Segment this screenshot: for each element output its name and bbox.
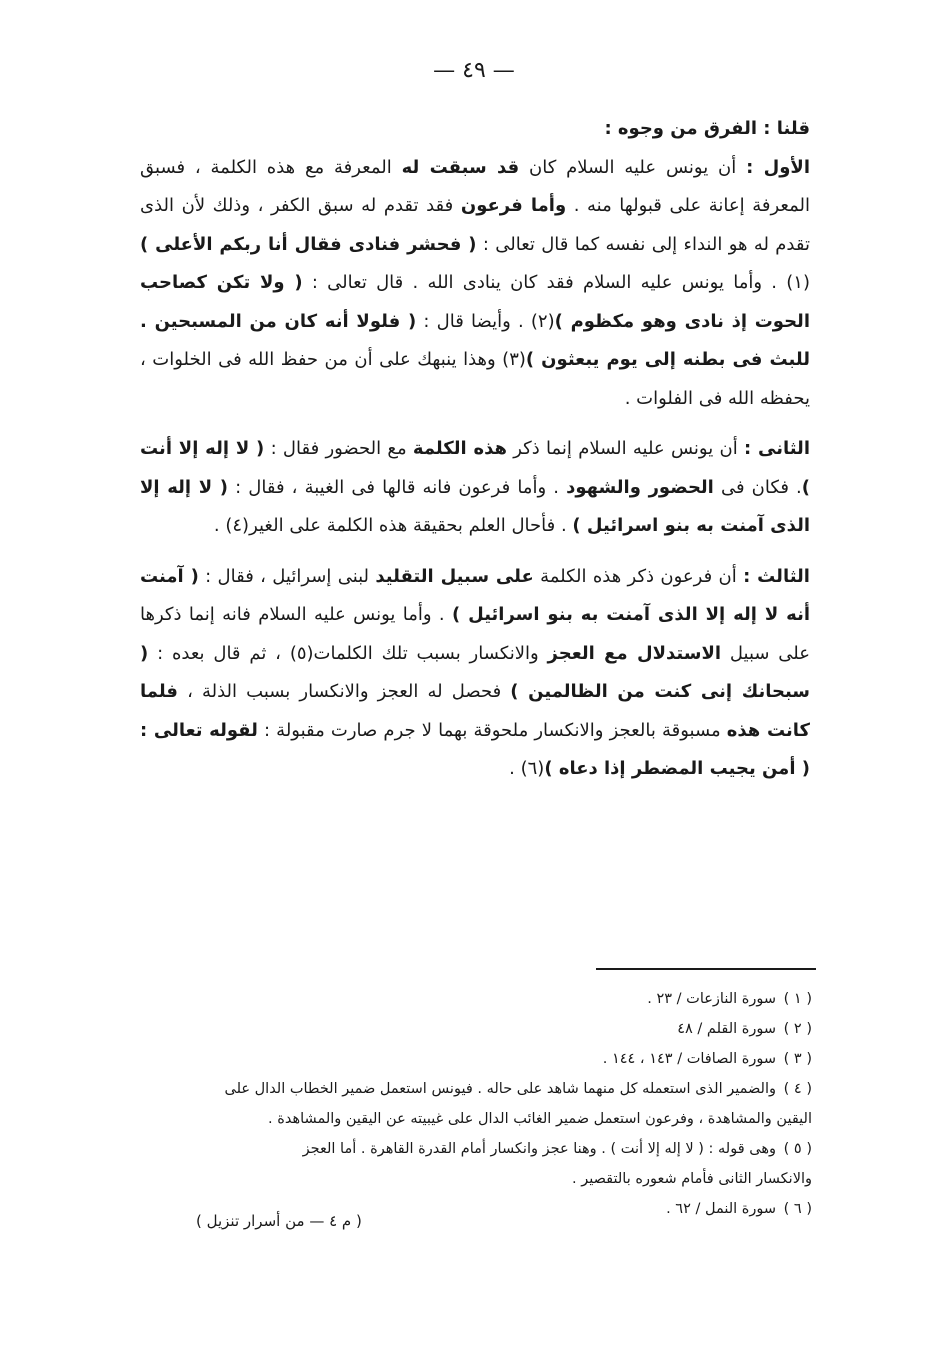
footnote-1 (140, 984, 812, 1014)
text-run: أن فرعون ذكر هذه الكلمة (533, 565, 744, 587)
footnote-4 (140, 1074, 812, 1104)
bold-run: فلما كانت هذه (140, 681, 810, 741)
footnote-2 (140, 1014, 812, 1044)
label-first: الأول : (746, 156, 810, 178)
text-run: فقد تقدم له سبق الكفر ، وذلك لأن الذى تقدم له هو النداء إلى نفسه كما قال تعالى : (140, 195, 811, 255)
footnote-4-continued: اليقين والمشاهدة ، وفرعون استعمل ضمير الغائب الدال على غيبيته عن اليقين والمشاهدة . (268, 1111, 812, 1127)
bold-run: وأما فرعون (460, 195, 567, 216)
text-run: (٣) وهذا ينبهك على أن من حفظ الله فى الخلوات ، يحفظه الله فى الفلوات . (140, 349, 810, 409)
text-run: (٦) . (509, 758, 545, 779)
text-run: أن يونس عليه السلام كان (519, 156, 747, 178)
page-number: — ٤٩ — (433, 58, 515, 83)
bold-run: هذه الكلمة (412, 438, 507, 459)
text-run: أن يونس عليه السلام إنما ذكر (506, 438, 744, 459)
footnote-5-continued: والانكسار الثانى فأمام شعوره بالتقصير . (572, 1171, 812, 1187)
label-second: الثانى : (743, 438, 810, 459)
footnote-text: وهى قوله : ( لا إله إلا أنت ) . وهنا عجز وانكسار أمام القدرة القاهرة . أما العجز (302, 1141, 776, 1157)
text-run: (٢) . وأيضا قال : (416, 310, 555, 332)
bold-run: الاستدلال مع العجز (547, 642, 722, 664)
text-run: لبنى إسرائيل ، فقال : (198, 565, 376, 587)
text-run: مسبوقة بالعجز والانكسار ملحوقة بهما لا جرم صارت مقبولة : (257, 719, 727, 741)
quran-quote: ( سبحانك إنى كنت من الظالمين ) (140, 642, 810, 702)
footnote-divider (596, 968, 816, 970)
text-run: فحصل له العجز والانكسار بسبب الذلة ، (177, 681, 511, 702)
footnote-number: ( ٣ ) (783, 1051, 812, 1067)
text-run: . فكان فى (713, 476, 802, 498)
text-run: المعرفة مع هذه الكلمة ، فسبق المعرفة إعانة على قبولها منه . (140, 156, 810, 216)
footnotes (140, 984, 812, 1224)
footnote-number: ( ٢ ) (783, 1021, 812, 1037)
quran-quote: ( فلولا أنه كان من المسبحين . للبث فى بطنه إلى يوم يبعثون ) (140, 310, 811, 370)
footnote-text: والضمير الذى استعمله كل منهما شاهد على حاله . فيونس استعمل ضمير الخطاب الدال على (224, 1081, 776, 1097)
bold-run: قد سبقت له (401, 156, 520, 178)
bold-run: على سبيل التقليد (375, 565, 534, 587)
footnote-text: سورة القلم / ٤٨ (677, 1021, 776, 1037)
footnote-text: سورة النمل / ٦٢ . (666, 1201, 776, 1217)
intro-line (140, 110, 810, 149)
quran-quote: ( لا إله إلا أنت ) (140, 438, 810, 498)
footnote-3 (140, 1044, 812, 1074)
text-run: . فأحال العلم بحقيقة هذه الكلمة على الغير(٤) . (213, 515, 573, 536)
paragraph-second (140, 430, 810, 546)
paragraph-third (140, 558, 810, 789)
paragraph-first (140, 149, 810, 419)
main-text (140, 110, 810, 789)
text-run: والانكسار بسبب تلك الكلمات(٥) ، ثم قال بعده : (148, 642, 548, 664)
footnote-text: سورة الصافات / ١٤٣ ، ١٤٤ . (602, 1051, 776, 1067)
quran-quote: لقوله تعالى : ( أمن يجيب المضطر إذا دعاه ) (140, 719, 810, 779)
footnote-number: ( ٦ ) (783, 1201, 812, 1217)
footnote-5 (140, 1134, 812, 1164)
footnote-number: ( ٤ ) (783, 1081, 812, 1097)
footnote-text: سورة النازعات / ٢٣ . (647, 991, 776, 1007)
bold-run: الحضور والشهود (566, 476, 714, 498)
footnote-number: ( ٥ ) (783, 1141, 812, 1157)
label-third: الثالث : (743, 565, 810, 587)
quran-quote: ( لا إله إلا الذى آمنت به بنو اسرائيل ) (140, 476, 810, 536)
text-run: . وأما فرعون فانه قالها فى الغيبة ، فقال : (228, 476, 567, 498)
text-run: (١) . وأما يونس عليه السلام فقد كان ينادى الله . قال تعالى : (302, 272, 810, 293)
quran-quote: ( فحشر فنادى فقال أنا ربكم الأعلى ) (140, 233, 477, 255)
intro-text: قلنا : الفرق من وجوه : (604, 118, 810, 139)
text-run: مع الحضور فقال : (264, 438, 413, 459)
quran-quote: ( آمنت أنه لا إله إلا الذى آمنت به بنو اسرائيل ) (140, 565, 811, 625)
text-run: . وأما يونس عليه السلام فانه إنما ذكرها على سبيل (140, 604, 810, 664)
quran-quote: ( ولا تكن كصاحب الحوت إذ نادى وهو مكظوم ) (140, 272, 810, 332)
source-note: ( م ٤ — من أسرار تنزيل ) (196, 1212, 362, 1230)
footnote-number: ( ١ ) (783, 991, 812, 1007)
